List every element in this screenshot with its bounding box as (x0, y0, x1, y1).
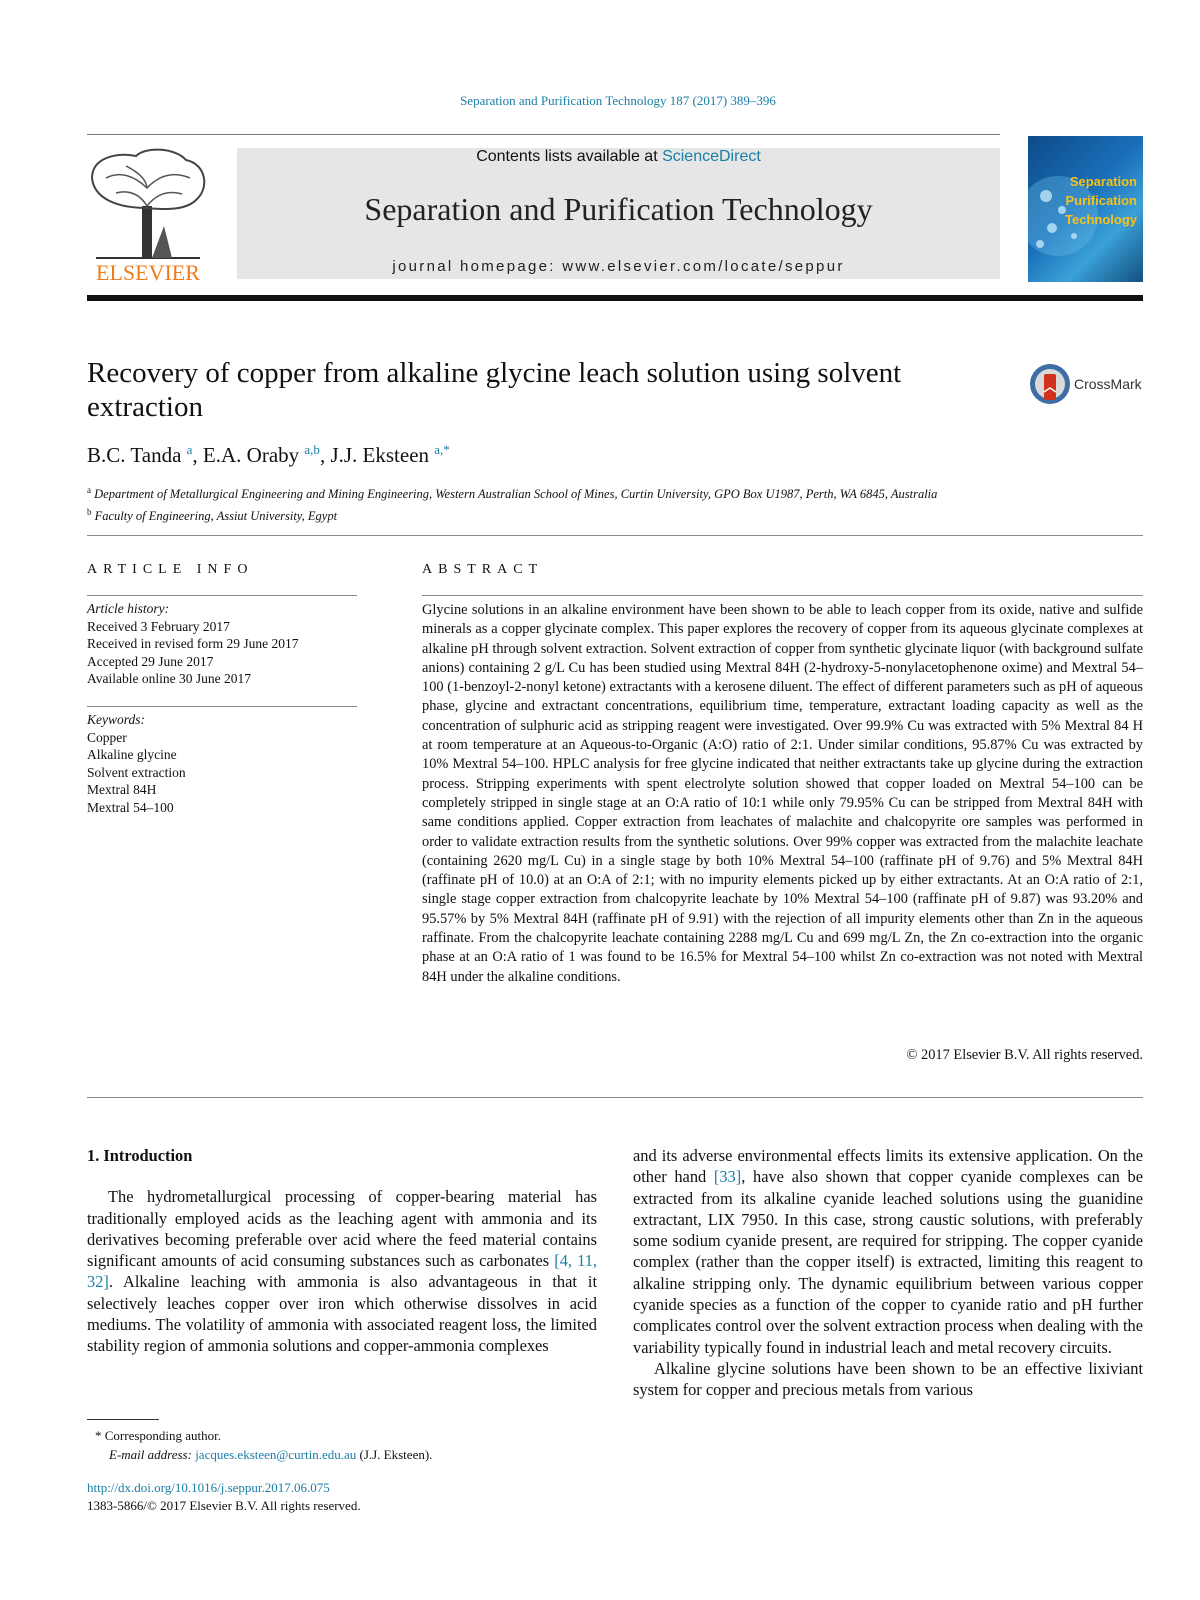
author-affil-sup[interactable]: a (186, 442, 193, 457)
author-affil-sup[interactable]: a,* (434, 442, 450, 457)
keyword: Solvent extraction (87, 764, 186, 780)
author-affil-sup[interactable]: a,b (304, 442, 320, 457)
author-separator: , (319, 443, 331, 467)
author-list (87, 442, 450, 468)
keyword: Copper (87, 729, 127, 745)
issn-copyright: 1383-5866/© 2017 Elsevier B.V. All rights reserved. (87, 1498, 361, 1513)
corresponding-author-note: * Corresponding author. (95, 1428, 222, 1443)
elsevier-logo[interactable] (86, 148, 210, 284)
abstract-heading: ABSTRACT (422, 562, 544, 577)
section-heading-introduction: 1. Introduction (87, 1146, 193, 1165)
body-paragraph (633, 1145, 1143, 1358)
email-suffix: (J.J. Eksteen). (356, 1447, 433, 1462)
article-title: Recovery of copper from alkaline glycine leach solution using solvent extraction (87, 357, 902, 423)
paragraph-text: and its adverse environmental effects limits its extensive application. On the other hand (633, 1146, 1143, 1187)
journal-cover[interactable] (1028, 136, 1143, 282)
divider (422, 595, 1143, 596)
affil-text: Faculty of Engineering, Assiut University, Egypt (94, 509, 338, 524)
divider (87, 1097, 1143, 1098)
email-label: E-mail address: (109, 1447, 196, 1462)
article-history (87, 600, 298, 688)
doi-link[interactable]: http://dx.doi.org/10.1016/j.seppur.2017.06.075 (87, 1480, 330, 1495)
history-item: Accepted 29 June 2017 (87, 653, 214, 669)
cover-title-line: Purification (1065, 193, 1137, 208)
contents-line (237, 148, 1000, 166)
history-item: Available online 30 June 2017 (87, 671, 251, 686)
body-paragraph (87, 1186, 597, 1356)
journal-title: Separation and Purification Technology (364, 191, 873, 227)
keywords (87, 711, 186, 816)
body-column-right (633, 1145, 1143, 1401)
journal-banner (237, 148, 1000, 279)
paragraph-text: . Alkaline leaching with ammonia is also advantageous in that it selectively leaches copper over iron which otherwise dissolves in acid mediums. The volatility of ammonia with associated reagent loss, the limited stability region of ammonia solutions and copper-ammonia complexes (87, 1272, 597, 1356)
keywords-label: Keywords: (87, 712, 145, 727)
email-link[interactable]: jacques.eksteen@curtin.edu.au (195, 1447, 357, 1462)
history-item: Received 3 February 2017 (87, 618, 230, 634)
affil-sup: b (87, 507, 92, 518)
header-divider (87, 295, 1143, 301)
svg-text:ELSEVIER: ELSEVIER (96, 260, 200, 284)
body-paragraph: Alkaline glycine solutions have been shown to be an effective lixiviant system for copper and precious metals from various (633, 1358, 1143, 1400)
running-head[interactable]: Separation and Purification Technology 187 (2017) 389–396 (460, 93, 776, 108)
author-name[interactable]: J.J. Eksteen (330, 443, 430, 467)
doi-block (87, 1479, 361, 1515)
footnote (95, 1426, 432, 1464)
abstract-copyright: © 2017 Elsevier B.V. All rights reserved. (906, 1047, 1143, 1063)
divider (87, 595, 357, 596)
body-column-left (87, 1145, 597, 1357)
author-name[interactable]: E.A. Oraby (202, 443, 300, 467)
affil-text: Department of Metallurgical Engineering and Mining Engineering, Western Australian School of Mines, Curtin University, GPO Box U1987, Perth, WA 6845, Australia (94, 487, 938, 502)
affiliation (87, 481, 937, 503)
keyword: Mextral 84H (87, 782, 157, 797)
contents-prefix: Contents lists available at (476, 148, 663, 165)
history-label: Article history: (87, 601, 170, 616)
footnote-divider (87, 1419, 159, 1420)
crossmark-badge[interactable] (1028, 362, 1148, 406)
paragraph-text: , have also shown that copper cyanide complexes can be extracted from its alkaline cyanide leached solutions using the guanidine extractant, LIX 7950. In this case, strong caustic solutions, with preferably some sodium cyanide present, are required for stripping. The copper cyanide complex (rather than the copper itself) is extracted, limiting this reagent to alkaline stripping only. The dynamic equilibrium between various copper cyanide species as a function of the copper to cyanide ratio and pH further complicates control over the solvent extraction process when dealing with the variability typically found in industrial leach and metal recovery circuits. (633, 1167, 1144, 1357)
author-name[interactable]: B.C. Tanda (87, 443, 182, 467)
divider (87, 706, 357, 707)
email-line (95, 1445, 432, 1464)
citation-link[interactable]: [33] (713, 1167, 742, 1187)
affiliations (87, 481, 937, 525)
keyword: Alkaline glycine (87, 747, 177, 762)
sciencedirect-link[interactable]: ScienceDirect (662, 148, 761, 165)
crossmark-icon (1028, 362, 1148, 406)
author-separator: , (192, 443, 203, 467)
abstract-text: Glycine solutions in an alkaline environment have been shown to be able to leach copper from its oxide, native and sulfide minerals as a copper glycinate complex. This paper explores the recovery of copper from its aqueous glycinate complexes at alkaline pH through solvent extraction. Solvent extraction of copper from synthetic glycinate liquor (with background sulfate anions) containing 2 g/L Cu has been studied using Mextral 84H (2-hydroxy-5-nonylacetophenone oxime) and Mextral 54–100 (1-benzoyl-2-nonyl ketone) extractants with a kerosene diluent. The effect of different parameters such as pH of aqueous phase, glycine and extractant concentrations, equilibrium time, temperature, extractant loading capacity as well as the concentration of sulphuric acid as stripping reagent were investigated. Over 99.9% Cu was extracted with 5% Mextral 84 H at room temperature at an Aqueous-to-Organic (A:O) ratio of 2:1. Under similar conditions, 95.87% Cu was extracted by 10% Mextral 54–100. HPLC analysis for free glycine indicated that neither extractants take up glycine during the extraction process. Stripping experiments with spent electrolyte solution showed that copper loaded on Mextral 54–100 can be completely stripped in single stage at an O:A ratio of 10:1 while only 79.95% Cu can be stripped from Mextral 84H with same conditions applied. Copper extraction from leachates of malachite and chalcopyrite ore samples was performed in order to validate extraction results from the synthetic solutions. Over 99% copper was extracted from the malachite leachate (containing 2620 mg/L Cu) in a single stage by both 10% Mextral 54–100 (raffinate pH of 9.76) and 5% Mextral 84H (raffinate pH of 10.0) at an O:A of 2:1; with no impurity elements picked up by either extractants. At an O:A ratio of 2:1, single stage copper extraction from chalcopyrite leachate by 10% Mextral 54–100 (raffinate pH of 9.87) was 93.20% and 95.57% by 5% Mextral 84H (raffinate pH of 9.91) with the rejection of all impurity elements other than Zn in the aqueous raffinate. From the chalcopyrite leachate containing 2288 mg/L Cu and 699 mg/L Zn, the Zn co-extraction into the organic phase at an O:A ratio of 1 was found to be 16.5% for Mextral 54–100 whilst Zn co-extraction was not noted with Mextral 84H under the alkaline conditions. (422, 602, 1143, 985)
cover-title (1065, 172, 1137, 229)
citation-link[interactable]: [4, 11, 32] (87, 1251, 597, 1292)
cover-title-line: Technology (1065, 212, 1137, 227)
journal-homepage-link[interactable]: journal homepage: www.elsevier.com/locate/seppur (392, 258, 845, 275)
affil-sup: a (87, 485, 91, 495)
cover-title-line: Separation (1069, 174, 1137, 189)
keyword: Mextral 54–100 (87, 799, 174, 815)
article-info-heading: ARTICLE INFO (87, 562, 254, 577)
elsevier-tree-icon (86, 148, 210, 284)
svg-text:CrossMark: CrossMark (1074, 376, 1142, 392)
paragraph-text: The hydrometallurgical processing of copper-bearing material has traditionally employed acids as the leaching agent with ammonia and its derivatives becoming preferable over acid where the feed material contains significant amounts of acid consuming substances such as carbonates (87, 1187, 597, 1271)
divider (87, 134, 1000, 135)
history-item: Received in revised form 29 June 2017 (87, 636, 299, 651)
divider (87, 535, 1143, 536)
affiliation (87, 503, 937, 525)
